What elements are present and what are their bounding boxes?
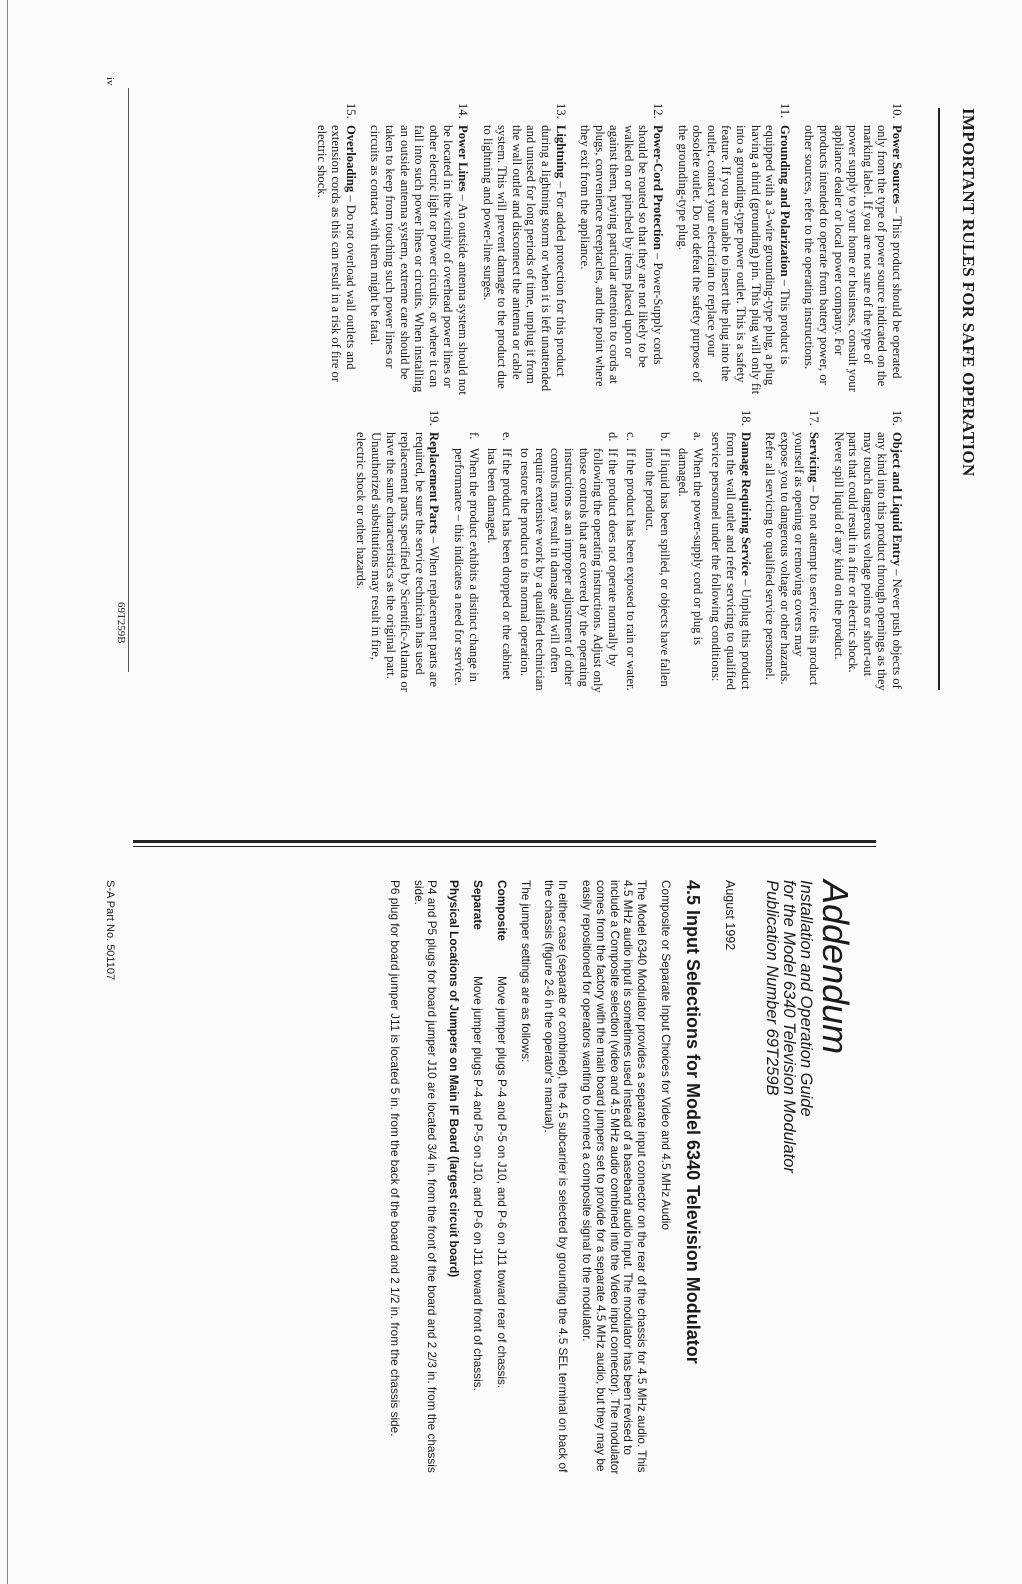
rules-column-2 xyxy=(344,410,904,694)
condition-c: c. If the product has been exposed to rain or water. xyxy=(624,432,639,691)
addendum-para-2: In either case (separate or combined), the 4.5 subcarrier is selected by grounding the 4.5 SEL terminal on back of the chassis (figure 2-6 in the operator's manual). xyxy=(542,880,571,1473)
addendum-bar-thin xyxy=(133,846,876,847)
addendum-subtitle: Installation and Operation Guide for the Model 6340 Television Modulator Publication Number 69T259B xyxy=(763,880,815,1173)
condition-d: d. If the product does not operate normally by following the operating instructions. Adjust only those controls that are covered by the operating instructions as an improper adjustment of other controls may result in damage and will often require extensive work by a qualified technician to restore the product to its normal operation. xyxy=(518,432,620,693)
rule-13: 13. Lightning – For added protection for this product during a lightning storm or when it is left unattended and unused for long periods of time, unplug it from the wall outlet and disconnect the antenna or cable system. This will prevent damage to the product due to lightning and power-line surges. xyxy=(480,103,568,392)
addendum-para-1: The Model 6340 Modulator provides a separate input connector on the rear of the chassis for 4.5 MHz audio. This 4.5 MHz audio input is sometimes used instead of a baseband audio input. The modulator has been revised to include a Composite selection (video and 4.5 MHz audio combined into the Video input connector). The modulator comes from the factory with the main board jumpers set to provide for a separate 4.5 MHz audio, but they may be easily repositioned for operators wanting to connect a composite signal to the modulator. xyxy=(580,880,650,1475)
addendum-title: Addendum xyxy=(815,880,856,1055)
rule-10: 10. Power Sources – This product should be operated only from the type of power source indicated on the marking label. If you are not sure of the type of power supply to your home or business, consult your appliance dealer or local power company. For products intended to operate from battery power, or other sources, refer to the operating instructions. xyxy=(802,103,904,392)
addendum-intro: Composite or Separate Input Choices for Video and 4.5 MHz Audio xyxy=(659,880,673,1230)
condition-e: e. If the product has been dropped or the cabinet has been damaged. xyxy=(485,432,514,680)
condition-f: f. When the product exhibits a distinct change in performance – this indicates a need for service. xyxy=(451,432,481,686)
safety-rules-title: IMPORTANT RULES FOR SAFE OPERATION xyxy=(959,108,978,477)
rules-column-1 xyxy=(304,103,904,395)
page-edge-line xyxy=(7,0,8,1584)
rule-18: 18. Damage Requiring Service – Unplug this product from the wall outlet and refer servicing to qualified service personnel under the following conditions: a. When the power-supply cord or plug is damaged. b. If liquid has been spilled, or objects have fallen into the product. c. If the product has been exposed to rain or water. d. If the product does not operate normally by following the operating instructions. Adjust only those controls that are covered by the operating instructions as an improper adjustment of other controls may result in damage and will often require extensive work by a qualified technician to restore the product to its normal operation. e. If the product has been dropped or the cabinet has been damaged. f. When the product exhibits a distinct change in performance – this indicates a need for service. xyxy=(451,410,753,693)
jumper-location-1: P4 and P5 plugs for board jumper J10 are located 3/4 in. from the front of the board and 2 2/3 in. from the chassis side. xyxy=(411,880,440,1473)
condition-b: b. If liquid has been spilled, or objects have fallen into the product. xyxy=(643,432,672,687)
rule-16: 16. Object and Liquid Entry – Never push objects of any kind into this product through openings as they may touch dangerous voltage points or short-out parts that could result in a fire or electric shock. Never spill liquid of any kind on the product. xyxy=(831,410,904,691)
separate-setting: Separate Move jumper plugs P-4 and P-5 on J10, and P-6 on J11 toward front of chassis. xyxy=(471,880,486,1391)
addendum-para-3: The jumper settings are as follows: xyxy=(518,880,533,1063)
document-number: 69T259B xyxy=(115,602,127,644)
addendum-date: August 1992 xyxy=(723,880,737,951)
part-number: S-A Part No. 501107 xyxy=(104,880,116,981)
rule-17: 17. Servicing – Do not attempt to service this product yourself as opening or removing covers may expose you to dangerous voltage or other hazards. Refer all servicing to qualified service personnel. xyxy=(763,410,822,686)
rule-19: 19. Replacement Parts – When replacement parts are required, be sure the service technician has used replacement parts specified by Scientific-Atlanta or have the same characteristics as the original part. Unauthorized substitutions may result in fire, electric shock or other hazards. xyxy=(354,410,442,692)
title-rule xyxy=(938,108,940,690)
rule-11: 11. Grounding and Polarization – This product is equipped with a 3-wire grounding-type plug, a plug having a third (grounding) pin. This plug will only fit into a grounding-type power outlet. This is a safety feature. If you are unable to insert the plug into the outlet, contact your electrician to replace your obsolete outlet. Do not defeat the safety purpose of the grounding-type plug. xyxy=(675,103,792,395)
addendum-bar xyxy=(133,840,876,843)
addendum-heading: 4.5 Input Selections for Model 6340 Television Modulator xyxy=(683,880,703,1364)
page-number: iv xyxy=(104,77,116,86)
addendum-body xyxy=(377,880,672,1490)
rule-14: 14. Power Lines – An outside antenna system should not be located in the vicinity of overhead power lines or other electric light or power circuits, or where it can fall into such power lines or circuits. When installing an outside antenna system, extreme care should be taken to keep from touching such power lines or circuits as contact with them might be fatal. xyxy=(368,103,470,395)
rule-15: 15. Overloading – Do not overload wall outlets and extension cords as this can result in a risk of fire or electric shock. xyxy=(314,103,358,383)
condition-a: a. When the power-supply cord or plug is damaged. xyxy=(676,432,705,646)
footer-rule xyxy=(128,88,129,672)
jumper-location-2: P6 plug for board jumper J11 is located 5 in. from the back of the board and 2 1/2 in. from the chassis side. xyxy=(387,880,402,1437)
jumper-locations-heading: Physical Locations of Jumpers on Main IF Board (largest circuit board) xyxy=(447,880,462,1278)
rule-12: 12. Power-Cord Protection – Power-Supply cords should be routed so that they are not likely to be walked on or pinched by items placed upon or against them, paying particular attention to cords at plugs, convenience receptacles, and the point where they exit from the appliance. xyxy=(578,103,666,387)
composite-setting: Composite Move jumper plugs P-4 and P-5 on J10, and P-6 on J11 toward rear of chassis. xyxy=(494,880,509,1389)
